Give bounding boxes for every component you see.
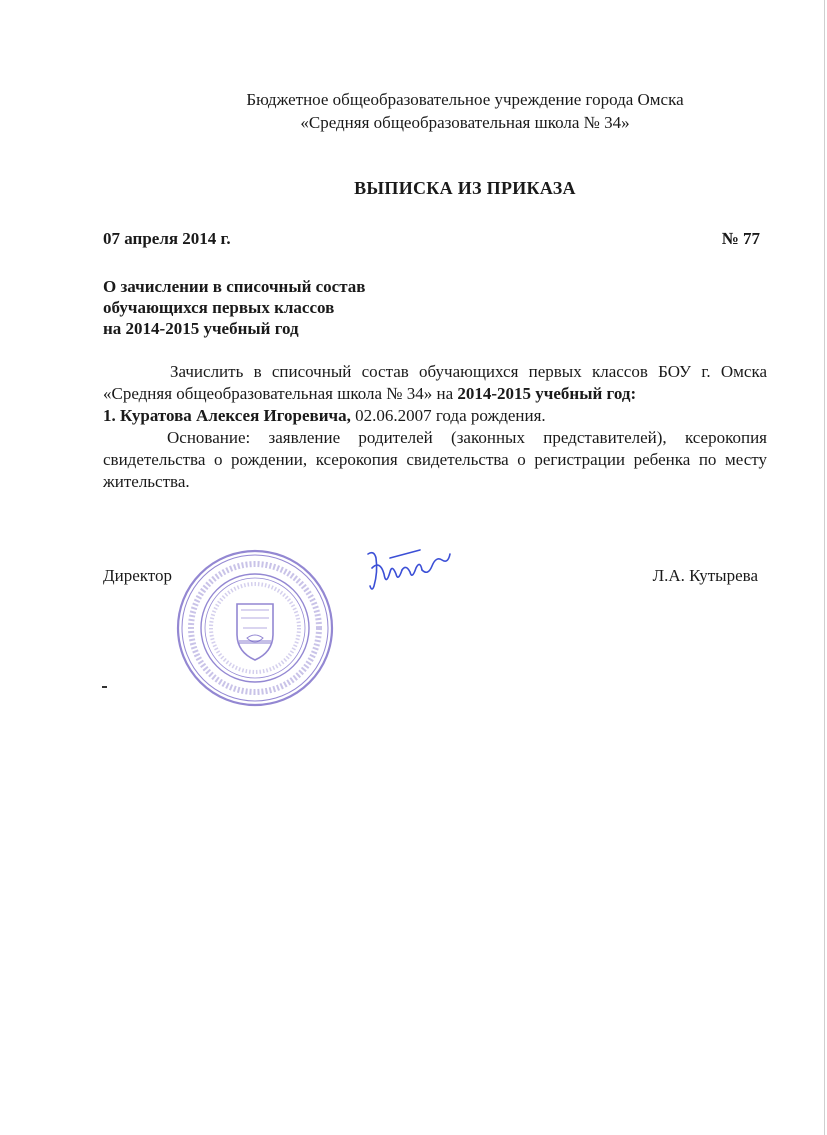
official-stamp bbox=[175, 548, 335, 708]
document-title: ВЫПИСКА ИЗ ПРИКАЗА bbox=[354, 178, 576, 198]
subject-line2: обучающихся первых классов bbox=[103, 298, 335, 317]
order-body bbox=[103, 361, 767, 493]
student-birthdate: 02.06.2007 года рождения. bbox=[350, 406, 546, 425]
order-subject bbox=[103, 276, 365, 339]
order-date: 07 апреля 2014 г. bbox=[103, 229, 231, 248]
enrollment-paragraph bbox=[103, 361, 767, 405]
institution-name-line2: «Средняя общеобразовательная школа № 34» bbox=[300, 113, 630, 132]
signatory-role: Директор bbox=[103, 566, 172, 585]
scan-edge-line bbox=[824, 0, 825, 1135]
enrollment-text: Зачислить в списочный состав обучающихся первых классов БОУ г. Омска «Средняя общеобразовательная школа № 34» на bbox=[103, 362, 767, 403]
institution-name-line1: Бюджетное общеобразовательное учреждение города Омска bbox=[246, 90, 684, 109]
director-signature bbox=[362, 546, 452, 596]
institution-header bbox=[150, 88, 780, 134]
subject-line1: О зачислении в списочный состав bbox=[103, 277, 366, 296]
scan-mark bbox=[102, 686, 107, 688]
subject-line3: на 2014-2015 учебный год bbox=[103, 319, 299, 338]
signatory-name: Л.А. Кутырева bbox=[652, 566, 758, 585]
order-number: № 77 bbox=[721, 229, 760, 248]
school-year-bold: 2014-2015 учебный год: bbox=[457, 384, 637, 403]
basis-paragraph: Основание: заявление родителей (законных представителей), ксерокопия свидетельства о рождении, ксерокопия свидетельства о регистрации ребенка по месту жительства. bbox=[103, 428, 767, 491]
enrolled-student bbox=[103, 405, 767, 427]
student-name: 1. Куратова Алексея Игоревича, bbox=[103, 406, 351, 425]
